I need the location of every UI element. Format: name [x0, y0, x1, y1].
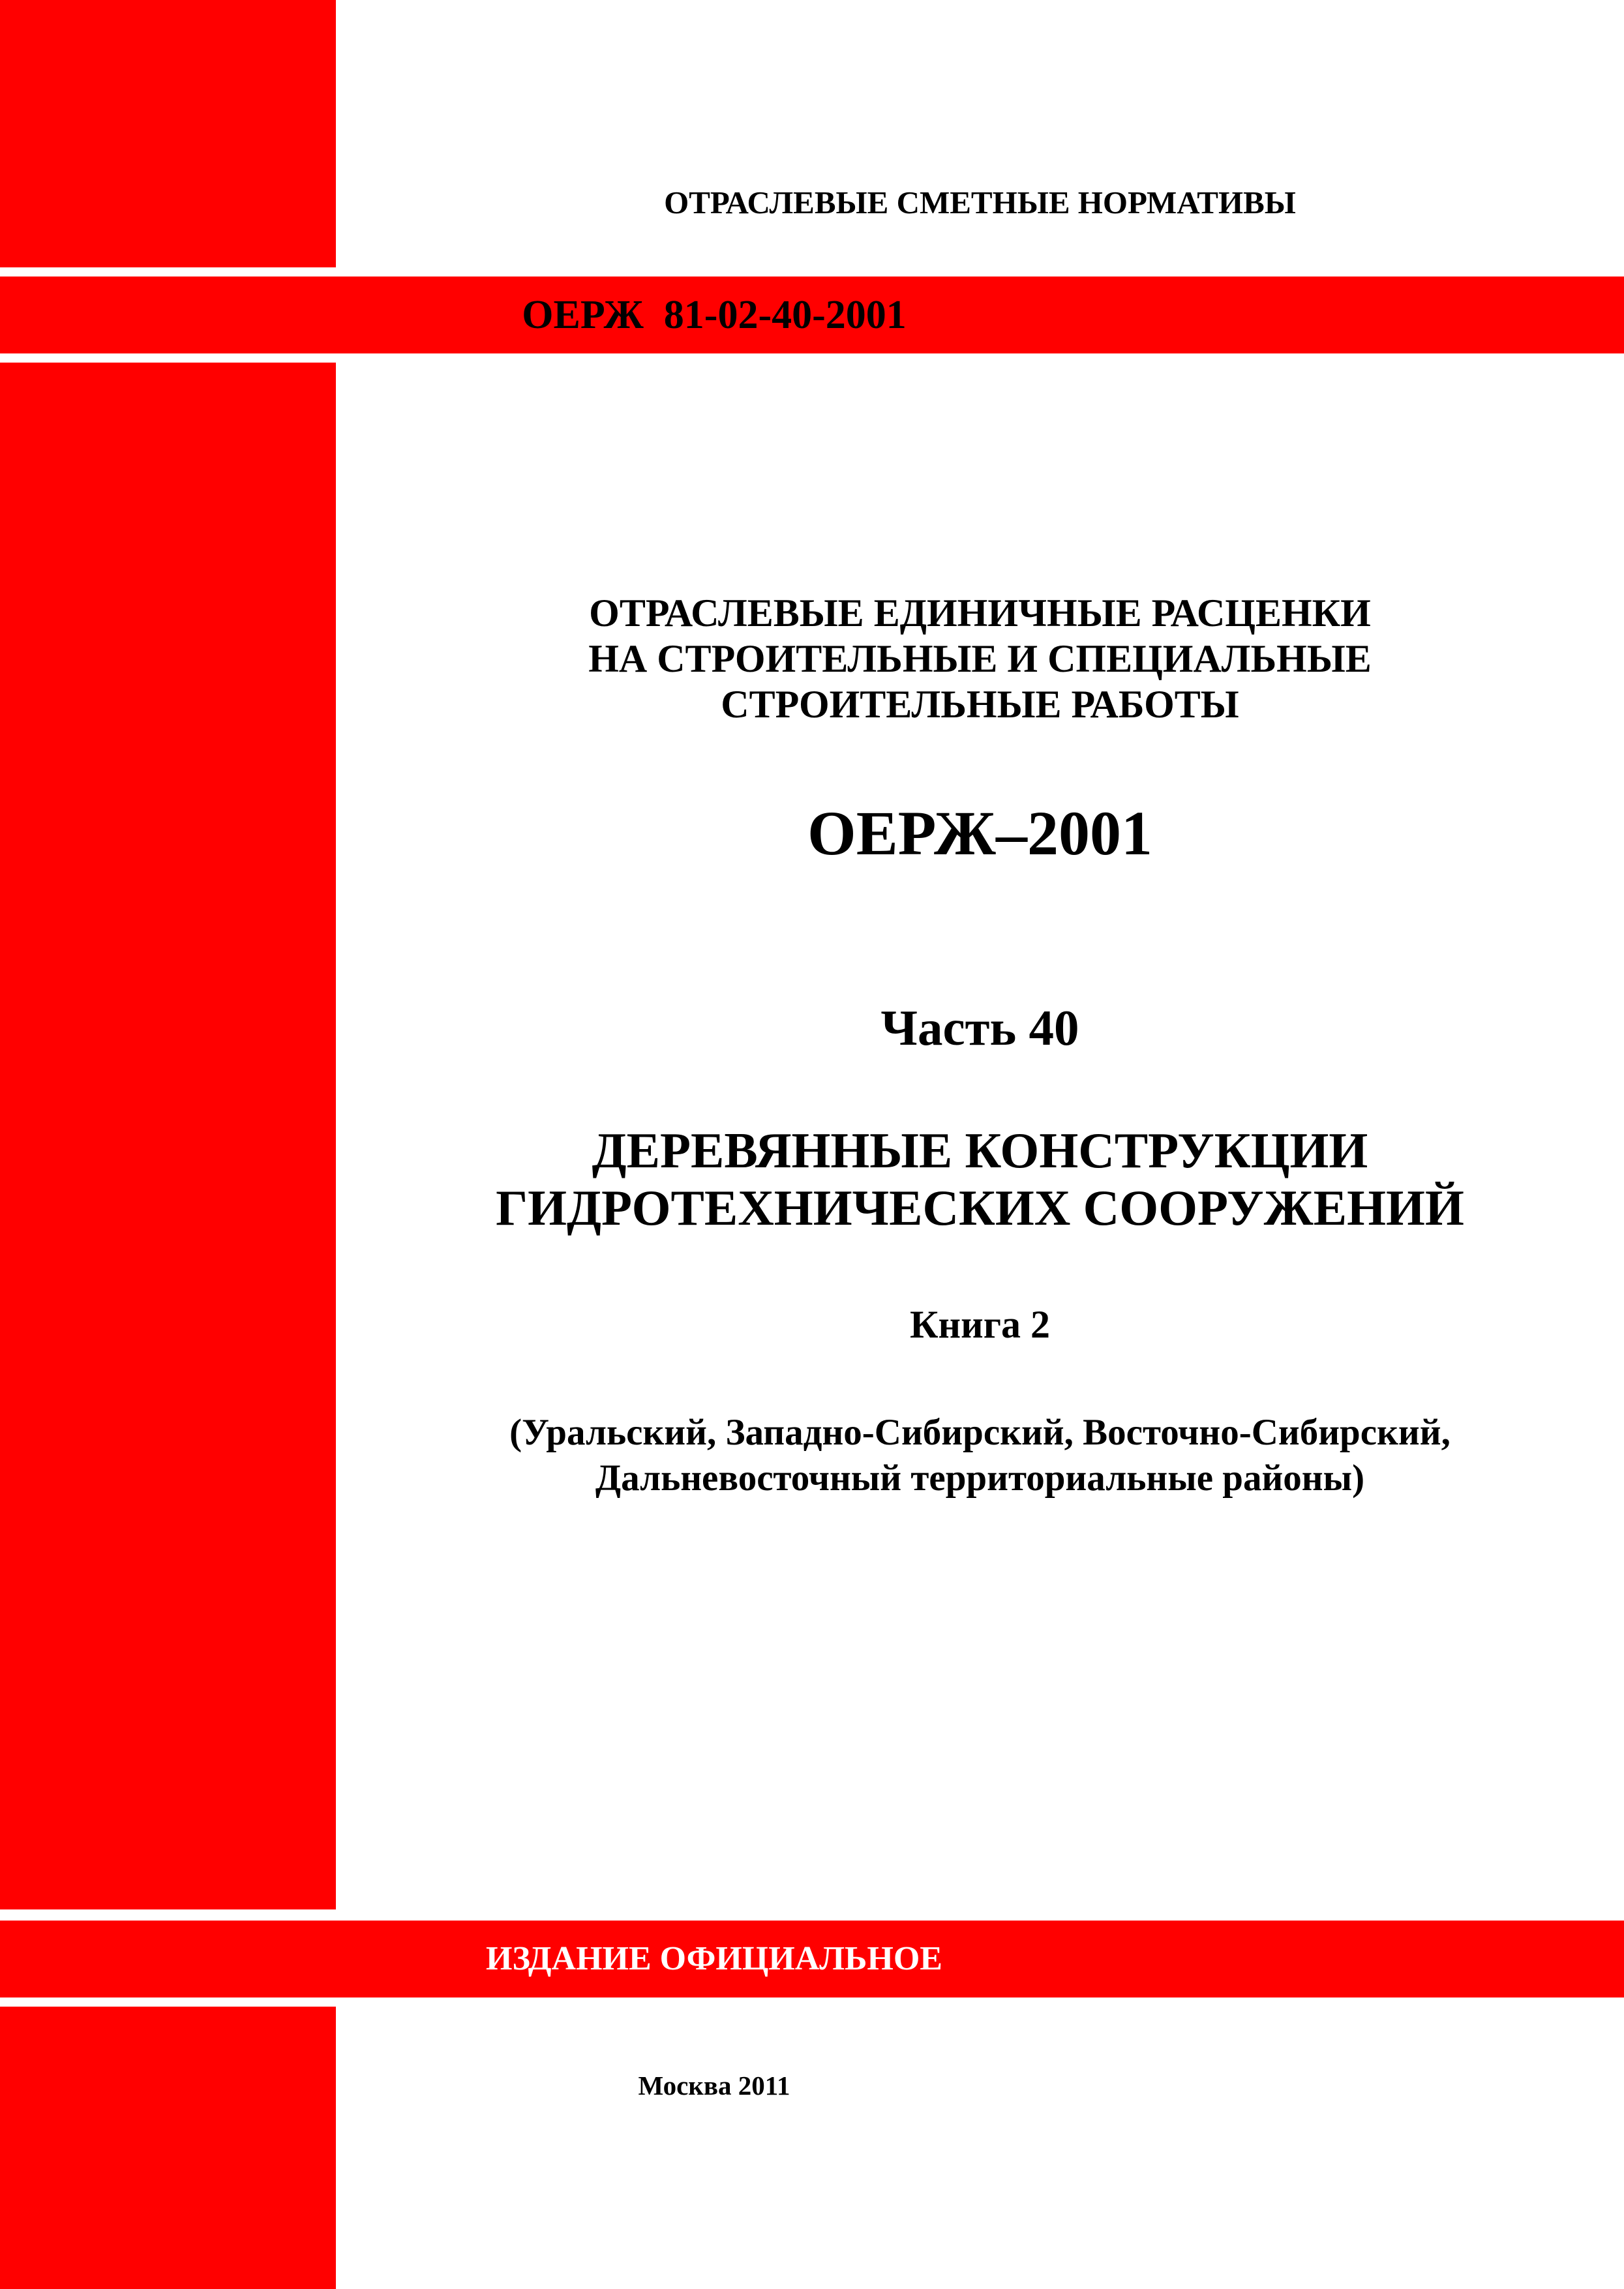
- left-red-block-middle: [0, 363, 336, 1909]
- part-number: Часть 40: [880, 1000, 1079, 1056]
- book-number: Книга 2: [910, 1303, 1050, 1346]
- left-red-block-top: [0, 0, 336, 267]
- document-code: ОЕРЖ 81-02-40-2001: [522, 293, 907, 337]
- official-edition-band: [0, 1921, 1624, 1997]
- city-year-block: [0, 2070, 1624, 2101]
- subtitle-line: ОТРАСЛЕВЫЕ ЕДИНИЧНЫЕ РАСЦЕНКИ: [589, 591, 1371, 635]
- left-red-block-bottom: [0, 2007, 336, 2289]
- collection-code: ОЕРЖ–2001: [807, 798, 1152, 868]
- document-code-band: [0, 277, 1624, 353]
- regions-line: (Уральский, Западно-Сибирский, Восточно-Сибирский,: [509, 1412, 1451, 1453]
- subtitle-line: СТРОИТЕЛЬНЫЕ РАБОТЫ: [721, 683, 1239, 726]
- series-title: ОТРАСЛЕВЫЕ СМЕТНЫЕ НОРМАТИВЫ: [664, 185, 1296, 220]
- section-title-line: ГИДРОТЕХНИЧЕСКИХ СООРУЖЕНИЙ: [496, 1180, 1464, 1236]
- section-title-line: ДЕРЕВЯННЫЕ КОНСТРУКЦИИ: [592, 1122, 1368, 1178]
- section-title: [336, 1122, 1624, 1236]
- subtitle: [336, 590, 1624, 727]
- regions: [336, 1410, 1624, 1501]
- official-edition-label: ИЗДАНИЕ ОФИЦИАЛЬНОЕ: [486, 1940, 942, 1977]
- city-year: Москва 2011: [638, 2071, 790, 2101]
- subtitle-line: НА СТРОИТЕЛЬНЫЕ И СПЕЦИАЛЬНЫЕ: [588, 637, 1372, 680]
- regions-line: Дальневосточный территориальные районы): [595, 1458, 1365, 1499]
